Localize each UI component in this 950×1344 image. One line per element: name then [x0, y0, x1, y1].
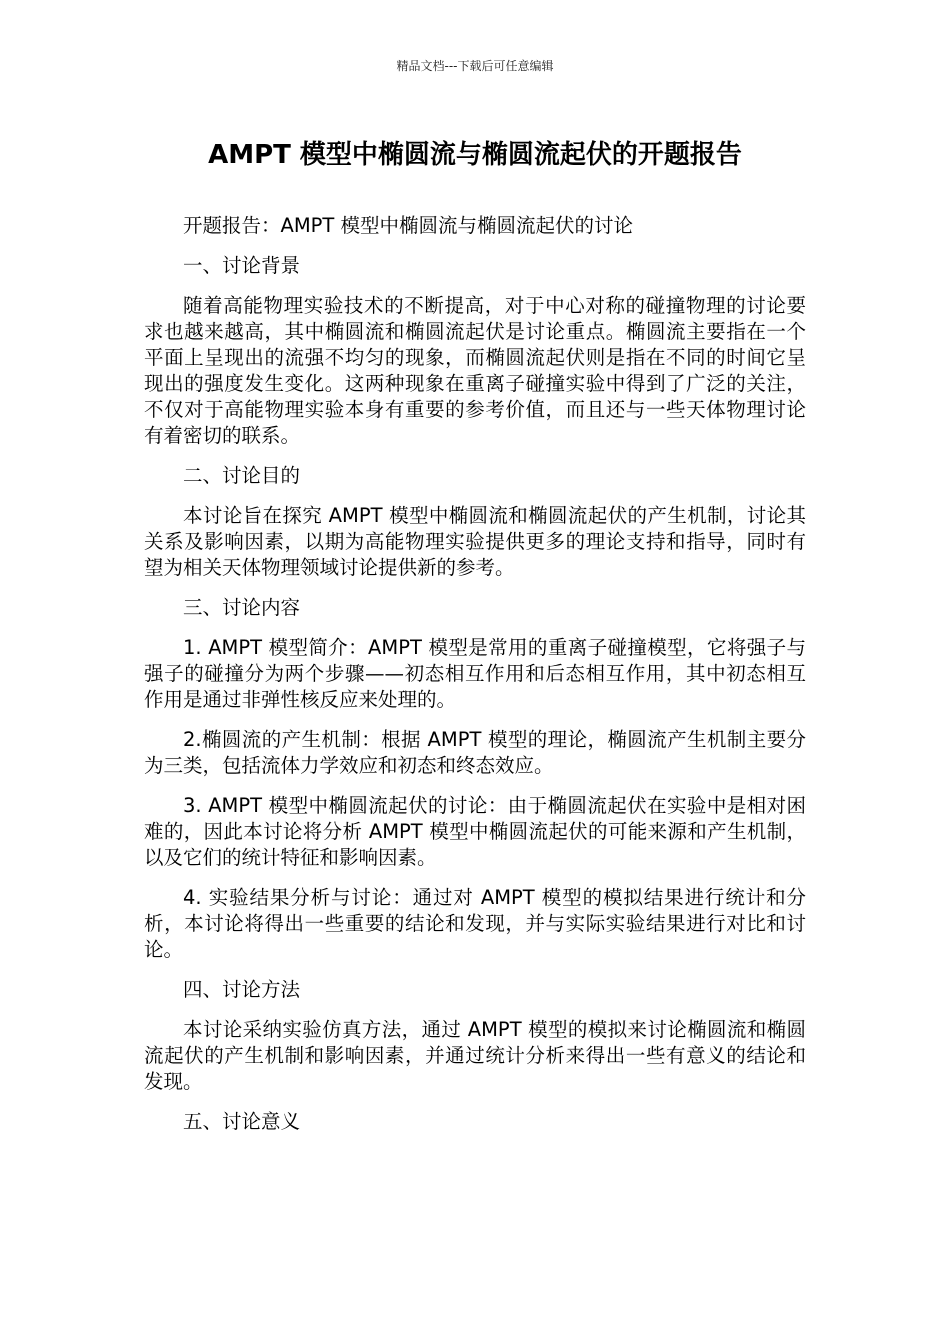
paragraph-method: 本讨论采纳实验仿真方法，通过 AMPT 模型的模拟来讨论椭圆流和椭圆流起伏的产生机制和影响因素，并通过统计分析来得出一些有意义的结论和发现。: [144, 1018, 806, 1093]
paragraph-intro: 开题报告：AMPT 模型中椭圆流与椭圆流起伏的讨论: [183, 214, 634, 237]
section-heading-purpose: 二、讨论目的: [183, 464, 301, 487]
paragraph-background: 随着高能物理实验技术的不断提高，对于中心对称的碰撞物理的讨论要求也越来越高，其中椭圆流和椭圆流起伏是讨论重点。椭圆流主要指在一个平面上呈现出的流强不均匀的现象，而椭圆流起伏则是指在不同的时间它呈现出的强度发生变化。这两种现象在重离子碰撞实验中得到了广泛的关注，不仅对于高能物理实验本身有重要的参考价值，而且还与一些天体物理讨论有着密切的联系。: [144, 294, 806, 447]
paragraph-content-item-1: 1. AMPT 模型简介：AMPT 模型是常用的重离子碰撞模型，它将强子与强子的碰撞分为两个步骤——初态相互作用和后态相互作用，其中初态相互作用是通过非弹性核反应来处理的。: [144, 636, 806, 711]
section-heading-significance: 五、讨论意义: [183, 1110, 301, 1133]
page-header: 精品文档---下载后可任意编辑: [396, 59, 554, 73]
document-title: AMPT 模型中椭圆流与椭圆流起伏的开题报告: [208, 140, 742, 170]
section-heading-content: 三、讨论内容: [183, 596, 301, 619]
paragraph-purpose: 本讨论旨在探究 AMPT 模型中椭圆流和椭圆流起伏的产生机制，讨论其关系及影响因素，以期为高能物理实验提供更多的理论支持和指导，同时有望为相关天体物理领域讨论提供新的参考。: [144, 504, 806, 579]
paragraph-content-item-2: 2.椭圆流的产生机制：根据 AMPT 模型的理论，椭圆流产生机制主要分为三类，包括流体力学效应和初态和终态效应。: [144, 728, 806, 777]
section-heading-background: 一、讨论背景: [183, 254, 301, 277]
section-heading-method: 四、讨论方法: [183, 978, 301, 1001]
paragraph-content-item-3: 3. AMPT 模型中椭圆流起伏的讨论：由于椭圆流起伏在实验中是相对困难的，因此本讨论将分析 AMPT 模型中椭圆流起伏的可能来源和产生机制，以及它们的统计特征和影响因素。: [144, 794, 806, 869]
document-body: [144, 213, 806, 1149]
paragraph-content-item-4: 4. 实验结果分析与讨论：通过对 AMPT 模型的模拟结果进行统计和分析，本讨论将得出一些重要的结论和发现，并与实际实验结果进行对比和讨论。: [144, 886, 806, 961]
